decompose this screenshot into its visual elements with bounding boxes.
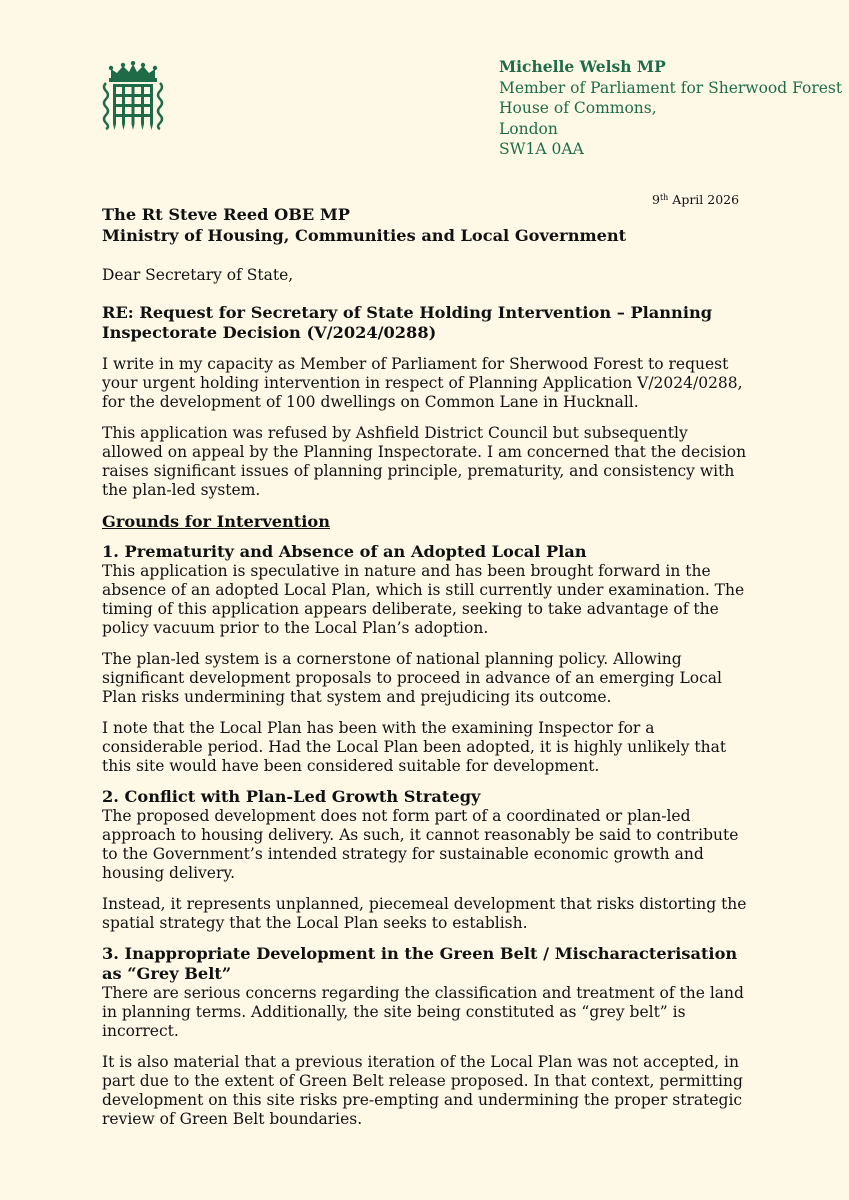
section-paragraph: There are serious concerns regarding the classification and treatment of the land in planning terms. Additionally, the site being constituted as “grey belt” is incorrect. — [102, 984, 744, 1040]
sender-address-line2: London — [499, 119, 558, 138]
section-paragraph: The proposed development does not form part of a coordinated or plan-led approach to housing delivery. As such, it cannot reasonably be said to contribute to the Government’s intended strategy for sustainable economic growth and housing delivery. — [102, 807, 739, 882]
grounds-heading: Grounds for Intervention — [102, 512, 330, 531]
recipient-department: Ministry of Housing, Communities and Local Government — [102, 226, 627, 245]
section-paragraph: This application is speculative in nature and has been brought forward in the absence of an adopted Local Plan, which is still currently under examination. The timing of this application appears deliberate, seeking to take advantage of the policy vacuum prior to the Local Plan’s adoption. — [102, 562, 745, 637]
recipient-name: The Rt Steve Reed OBE MP — [102, 205, 350, 224]
date-rest: April 2026 — [668, 192, 740, 207]
salutation: Dear Secretary of State, — [102, 266, 294, 284]
section-heading: 1. Prematurity and Absence of an Adopted Local Plan — [102, 542, 587, 561]
section-paragraph: Instead, it represents unplanned, piecemeal development that risks distorting the spatial strategy that the Local Plan seeks to establish. — [102, 895, 747, 932]
sender-postcode: SW1A 0AA — [499, 140, 584, 158]
intro-paragraph: This application was refused by Ashfield District Council but subsequently allowed on appeal by the Planning Inspectorate. I am concerned that the decision raises significant issues of planning principle, prematurity, and consistency with the plan-led system. — [102, 424, 747, 499]
section-paragraph: The plan-led system is a cornerstone of national planning policy. Allowing significant development proposals to proceed in advance of an emerging Local Plan risks undermining that system and prejudicing its outcome. — [102, 650, 722, 706]
sender-address — [499, 57, 842, 160]
section-paragraph: I note that the Local Plan has been with the examining Inspector for a considerable period. Had the Local Plan been adopted, it is highly unlikely that this site would have been considered suitable for development. — [102, 719, 727, 775]
sender-address-line1: House of Commons, — [499, 99, 657, 117]
portcullis-icon — [101, 61, 165, 133]
section-heading: 2. Conflict with Plan-Led Growth Strategy — [102, 787, 481, 806]
date-suffix: th — [659, 193, 669, 202]
date-day: 9 — [652, 192, 660, 207]
letter-body — [102, 204, 752, 1129]
section-paragraph: It is also material that a previous iteration of the Local Plan was not accepted, in part due to the extent of Green Belt release proposed. In that context, permitting development on this site risks pre-empting and undermining the proper strategic review of Green Belt boundaries. — [102, 1053, 743, 1128]
subject-line: RE: Request for Secretary of State Holding Intervention – Planning Inspectorate Decision (V/2024/0288) — [102, 303, 713, 342]
sender-name: Michelle Welsh MP — [499, 57, 666, 76]
sender-role: Member of Parliament for Sherwood Forest — [499, 78, 843, 97]
intro-paragraph: I write in my capacity as Member of Parliament for Sherwood Forest to request your urgent holding intervention in respect of Planning Application V/2024/0288, for the development of 100 dwellings on Common Lane in Hucknall. — [102, 355, 743, 411]
section-heading: 3. Inappropriate Development in the Green Belt / Mischaracterisation as “Grey Belt” — [102, 944, 738, 983]
